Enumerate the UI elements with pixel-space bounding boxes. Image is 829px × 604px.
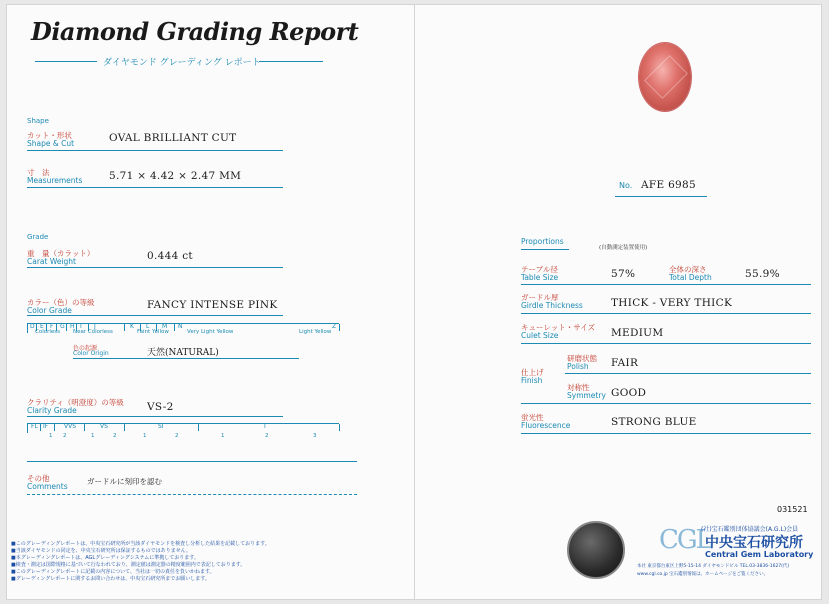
color-scale-letter: K bbox=[130, 323, 134, 330]
footer-note: ■このグレーディングレポートは、中央宝石研究所が当該ダイヤモンドを検査し分析した結果を記載しております。 bbox=[11, 541, 270, 547]
color-value: FANCY INTENSE PINK bbox=[147, 299, 278, 311]
culet-value: MEDIUM bbox=[611, 327, 664, 339]
culet-label-en: Culet Size bbox=[521, 331, 559, 340]
color-scale-letter: Z bbox=[332, 323, 337, 330]
clarity-scale-letter: SI bbox=[158, 423, 164, 430]
color-scale-label: Light Yellow bbox=[299, 329, 332, 335]
comments-label-jp: その他 bbox=[27, 474, 50, 483]
lab-address: 本社 東京都台東区上野5-15-14 ダイヤモンドビル TEL.03-3836-1627(代) bbox=[637, 564, 790, 569]
title-rule-right bbox=[259, 61, 323, 62]
girdle-value: THICK - VERY THICK bbox=[611, 297, 733, 309]
color-scale-letter: L bbox=[146, 323, 150, 330]
origin-label-jp: 色の起源 bbox=[73, 345, 98, 352]
symmetry-value: GOOD bbox=[611, 387, 647, 399]
carat-label-jp: 重 量（カラット） bbox=[27, 249, 95, 258]
footer-note: ■グレーディングレポートに関するお問い合わせは、中央宝石研究所までお願いします。 bbox=[11, 576, 210, 582]
clarity-scale-number: 1 bbox=[49, 433, 53, 439]
clarity-value: VS-2 bbox=[147, 401, 174, 413]
clarity-scale-number: 1 bbox=[221, 433, 225, 439]
comments-top-rule bbox=[27, 461, 357, 462]
symmetry-label-jp: 対称性 bbox=[567, 383, 590, 392]
report-title: Diamond Grading Report bbox=[31, 17, 359, 46]
serial-number: 031521 bbox=[777, 505, 808, 514]
clarity-scale-number: 3 bbox=[313, 433, 317, 439]
table-label-jp: テーブル径 bbox=[521, 265, 558, 274]
culet-rule bbox=[521, 343, 811, 344]
clarity-label-jp: クラリティ（明澄度）の等級 bbox=[27, 398, 124, 407]
clarity-scale bbox=[27, 423, 339, 433]
polish-rule bbox=[565, 373, 811, 374]
cgl-logo: CGL bbox=[659, 525, 711, 555]
measurements-value: 5.71 × 4.42 × 2.47 MM bbox=[109, 170, 242, 182]
comments-label-en: Comments bbox=[27, 482, 68, 491]
fluorescence-value: STRONG BLUE bbox=[611, 416, 697, 428]
shape-cut-label-en: Shape & Cut bbox=[27, 139, 75, 148]
lab-name-jp: 中央宝石研究所 bbox=[705, 535, 803, 551]
grade-section-label: Grade bbox=[27, 233, 49, 241]
carat-label-en: Carat Weight bbox=[27, 257, 76, 266]
lab-membership: (社)宝石鑑別団体協議会(A.G.L)会員 bbox=[701, 526, 799, 533]
footer-note: ■当該ダイヤモンドの同定を、中央宝石研究所は保証するものではありません。 bbox=[11, 548, 191, 554]
color-scale-label: Colorless bbox=[35, 329, 61, 335]
right-page bbox=[414, 4, 822, 600]
color-scale-letter: M bbox=[162, 323, 168, 330]
shape-cut-rule bbox=[27, 150, 283, 151]
comments-value: ガードルに刻印を認む bbox=[87, 477, 162, 486]
color-scale-letter: D bbox=[30, 323, 35, 330]
footer-notes bbox=[11, 541, 361, 583]
origin-label-en: Color Origin bbox=[73, 350, 109, 357]
color-rule bbox=[27, 315, 283, 316]
depth-value: 55.9% bbox=[745, 268, 780, 280]
color-scale-letter: H bbox=[70, 323, 75, 330]
color-scale-label: Very Light Yellow bbox=[187, 329, 234, 335]
shape-cut-value: OVAL BRILLIANT CUT bbox=[109, 132, 237, 144]
clarity-scale-number: 2 bbox=[175, 433, 179, 439]
finish-label-en: Finish bbox=[521, 376, 543, 385]
measurements-rule bbox=[27, 187, 283, 188]
lab-web: www.cgl.co.jp 宝石鑑別情報は、ホームページをご覧ください。 bbox=[637, 572, 769, 577]
girdle-label-en: Girdle Thickness bbox=[521, 301, 583, 310]
color-scale-label: Faint Yellow bbox=[137, 329, 169, 335]
clarity-scale-number: 2 bbox=[265, 433, 269, 439]
shape-cut-label-jp: カット・形状 bbox=[27, 131, 72, 140]
depth-label-jp: 全体の深さ bbox=[669, 265, 707, 274]
proportions-section-rule bbox=[521, 249, 569, 250]
clarity-scale-letter: VVS bbox=[64, 423, 77, 430]
clarity-scale-number: 1 bbox=[91, 433, 95, 439]
diamond-photo bbox=[639, 43, 691, 111]
clarity-scale-letter: I bbox=[264, 423, 266, 430]
embossed-seal bbox=[567, 521, 625, 579]
polish-label-en: Polish bbox=[567, 362, 589, 371]
color-label-jp: カラー（色）の等級 bbox=[27, 298, 95, 307]
color-scale-letter: I bbox=[80, 323, 82, 330]
origin-rule bbox=[73, 358, 299, 359]
polish-value: FAIR bbox=[611, 357, 639, 369]
title-rule-left bbox=[35, 61, 97, 62]
footer-note: ■このグレーディングレポートに記載の内容について、当社は一切の責任を負いかねます。 bbox=[11, 569, 215, 575]
clarity-scale-letter: IF bbox=[43, 423, 49, 430]
report-number-rule bbox=[615, 196, 707, 197]
clarity-scale-number: 1 bbox=[143, 433, 147, 439]
footer-note: ■本グレーディングレポートは、AGLグレーディングシステムに準拠しております。 bbox=[11, 555, 199, 561]
color-scale-label: Near Colorless bbox=[73, 329, 113, 335]
measurements-label-en: Measurements bbox=[27, 176, 83, 185]
culet-label-jp: キューレット・サイズ bbox=[521, 323, 596, 332]
measurements-label-jp: 寸 法 bbox=[27, 168, 50, 177]
color-scale-letter: E bbox=[40, 323, 44, 330]
clarity-scale-number: 2 bbox=[113, 433, 117, 439]
proportions-section-label: Proportions bbox=[521, 237, 564, 246]
girdle-label-jp: ガードル厚 bbox=[521, 293, 559, 302]
footer-note: ■検査・測定は国際規格に基づいて行なわれており、測定値は測定器の精度範囲内で表記しております。 bbox=[11, 562, 246, 568]
proportions-note: (自動測定装置使用) bbox=[599, 245, 648, 251]
fluorescence-label-en: Fluorescence bbox=[521, 421, 571, 430]
table-label-en: Table Size bbox=[521, 273, 559, 282]
color-label-en: Color Grade bbox=[27, 306, 72, 315]
left-page bbox=[6, 4, 416, 600]
symmetry-label-en: Symmetry bbox=[567, 391, 606, 400]
clarity-label-en: Clarity Grade bbox=[27, 406, 77, 415]
color-scale-letter: J bbox=[94, 323, 96, 330]
report-subtitle: ダイヤモンド グレーディング レポート bbox=[103, 58, 261, 68]
symmetry-rule bbox=[521, 403, 811, 404]
carat-rule bbox=[27, 267, 283, 268]
fluorescence-label-jp: 蛍光性 bbox=[521, 413, 544, 422]
table-depth-rule bbox=[521, 284, 811, 285]
clarity-scale-letter: FL bbox=[31, 423, 38, 430]
clarity-scale-number: 2 bbox=[63, 433, 67, 439]
shape-section-label: Shape bbox=[27, 117, 49, 125]
finish-label-jp: 仕上げ bbox=[521, 368, 544, 377]
depth-label-en: Total Depth bbox=[669, 273, 712, 282]
clarity-rule bbox=[27, 416, 283, 417]
comments-rule bbox=[27, 494, 357, 495]
table-value: 57% bbox=[611, 268, 636, 280]
color-scale-letter: N bbox=[178, 323, 183, 330]
origin-value: 天然(NATURAL) bbox=[147, 348, 219, 358]
carat-value: 0.444 ct bbox=[147, 250, 193, 262]
fluorescence-rule bbox=[521, 433, 811, 434]
color-scale-letter: G bbox=[60, 323, 65, 330]
report-number-label: No. bbox=[619, 181, 633, 190]
polish-label-jp: 研磨状態 bbox=[567, 354, 597, 363]
clarity-scale-letter: VS bbox=[100, 423, 108, 430]
color-scale-letter: F bbox=[50, 323, 54, 330]
report-number-value: AFE 6985 bbox=[641, 179, 696, 191]
girdle-rule bbox=[521, 313, 811, 314]
lab-name-en: Central Gem Laboratory bbox=[705, 550, 814, 559]
